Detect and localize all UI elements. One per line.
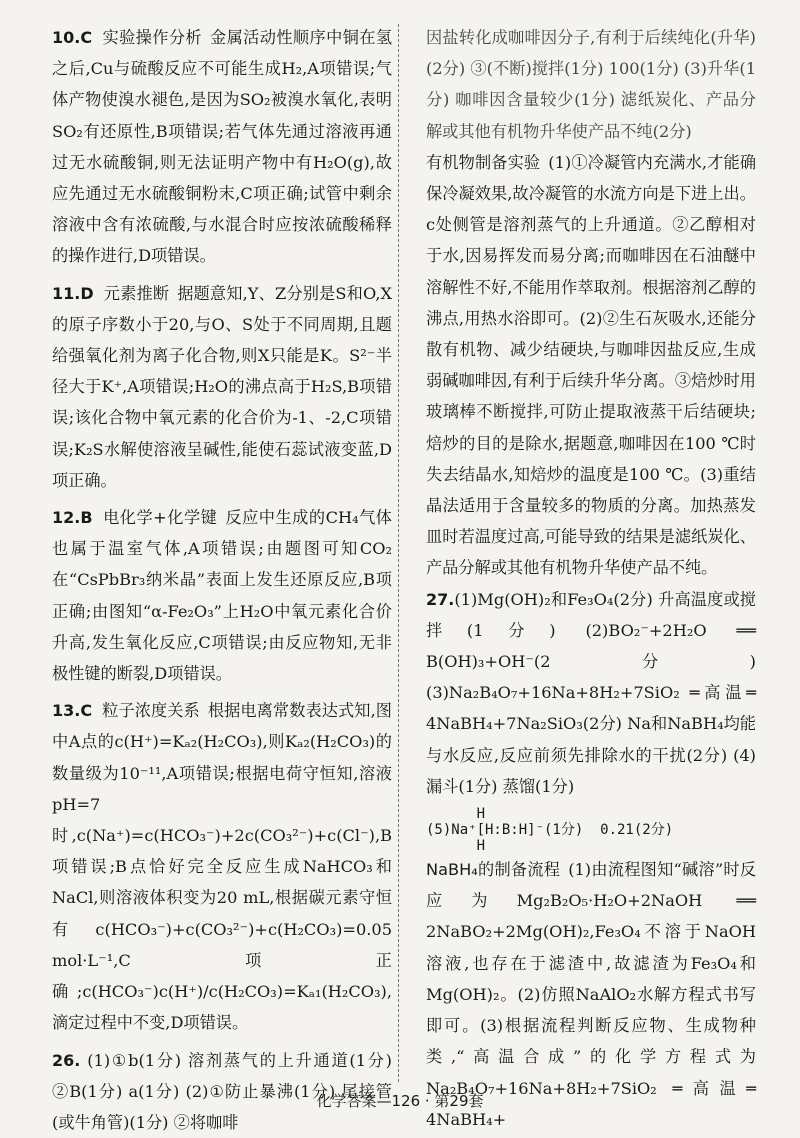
answer-letter: D — [80, 284, 93, 303]
answer-text: (1)Mg(OH)₂和Fe₃O₄(2分) 升高温度或搅拌(1分) (2)BO₂⁻+2H₂O ══ B(OH)₃+OH⁻(2分) (3)Na₂B₄O₇+16Na+8H₂+7SiO₂ ═高温═ 4NaBH₄+7Na₂SiO₃(2分) Na和NaBH₄均能与水反应,反应前须先排除水的干扰(2分) (4)漏斗(1分) 蒸馏(1分) — [426, 590, 756, 796]
question-number: 13. — [52, 701, 80, 720]
lewis-structure-nabh4: H (5)Na⁺[H:B:H]⁻(1分) 0.21(2分) H — [426, 806, 756, 854]
explanation-text: 反应中生成的CH₄气体也属于温室气体,A项错误;由题图可知CO₂在“CsPbBr₃纳米晶”表面上发生还原反应,B项正确;由图知“α-Fe₂O₃”上H₂O中氧元素化合价升高,发生氧化反应,C项错误;由反应物知,无非极性键的断裂,D项错误。 — [52, 508, 392, 683]
topic-label: 元素推断 — [104, 284, 170, 303]
explanation-text: (1)由流程图知“碱溶”时反应为Mg₂B₂O₅·H₂O+2NaOH ══ 2NaBO₂+2Mg(OH)₂,Fe₃O₄不溶于NaOH溶液,也存在于滤渣中,故滤渣为Fe₃O₄和Mg(OH)₂。(2)仿照NaAlO₂水解方程式书写即可。(3)根据流程判断反应物、生成物种类,“高温合成”的化学方程式为Na₂B₄O₇+16Na+8H₂+7SiO₂ ═高温═ 4NaBH₄+ — [426, 860, 756, 1129]
answer-q13 — [52, 695, 392, 1038]
left-column — [52, 22, 392, 1138]
explanation-q26 — [426, 147, 756, 584]
question-number: 26. — [52, 1051, 80, 1070]
answer-letter: C — [80, 28, 92, 47]
topic-label: NaBH₄的制备流程 — [426, 860, 560, 879]
answer-q12 — [52, 502, 392, 689]
answer-letter: C — [80, 701, 92, 720]
explanation-text: (1)①冷凝管内充满水,才能确保冷凝效果,故冷凝管的水流方向是下进上出。c处侧管是溶剂蒸气的上升通道。②乙醇相对于水,因易挥发而易分离;而咖啡因在石油醚中溶解性不好,不能用作萃取剂。根据溶剂乙醇的沸点,用热水浴即可。(2)②生石灰吸水,还能分散有机物、减少结硬块,与咖啡因盐反应,生成弱碱咖啡因,有利于后续升华分离。③焙炒时用玻璃棒不断搅拌,可防止提取液蒸干后结硬块;焙炒的目的是除水,据题意,咖啡因在100 ℃时失去结晶水,知焙炒的温度是100 ℃。(3)重结晶法适用于含量较多的物质的分离。加热蒸发皿时若温度过高,可能导致的结果是滤纸炭化、产品分解或其他有机物升华使产品不纯。 — [426, 153, 756, 578]
explanation-text: 根据电离常数表达式知,图中A点的c(H⁺)=Kₐ₂(H₂CO₃),则Kₐ₂(H₂CO₃)的数量级为10⁻¹¹,A项错误;根据电荷守恒知,溶液pH=7时,c(Na⁺)=c(HCO₃⁻)+2c(CO₃²⁻)+c(Cl⁻),B项错误;B点恰好完全反应生成NaHCO₃和NaCl,则溶液体积变为20 mL,根据碳元素守恒有c(HCO₃⁻)+c(CO₃²⁻)+c(H₂CO₃)=0.05 mol·L⁻¹,C项正确;c(HCO₃⁻)c(H⁺)/c(H₂CO₃)=Kₐ₁(H₂CO₃),滴定过程中不变,D项错误。 — [52, 701, 392, 1032]
topic-label: 实验操作分析 — [102, 28, 202, 47]
topic-label: 粒子浓度关系 — [102, 701, 200, 720]
topic-label: 有机物制备实验 — [426, 153, 540, 172]
explanation-text: 据题意知,Y、Z分别是S和O,X的原子序数小于20,与O、S处于不同周期,且题给强氧化剂为离子化合物,则X只能是K。S²⁻半径大于K⁺,A项错误;H₂O的沸点高于H₂S,B项错误;该化合物中氧元素的化合价为-1、-2,C项错误;K₂S水解使溶液呈碱性,能使石蕊试液变蓝,D项正确。 — [52, 284, 392, 490]
topic-label: 电化学+化学键 — [103, 508, 218, 527]
answer-letter: B — [80, 508, 92, 527]
question-number: 11. — [52, 284, 80, 303]
question-number: 27. — [426, 590, 454, 609]
answer-q10 — [52, 22, 392, 272]
question-number: 12. — [52, 508, 80, 527]
answer-q27 — [426, 584, 756, 802]
column-divider — [398, 24, 399, 1082]
right-column — [426, 22, 756, 1135]
page-footer: 化学答案—126 · 第29套 — [0, 1090, 800, 1111]
answer-q26-continued: 因盐转化成咖啡因分子,有利于后续纯化(升华)(2分) ③(不断)搅拌(1分) 100(1分) (3)升华(1分) 咖啡因含量较少(1分) 滤纸炭化、产品分解或其他有机物升华使产品不纯(2分) — [426, 22, 756, 147]
explanation-text: 金属活动性顺序中铜在氢之后,Cu与硫酸反应不可能生成H₂,A项错误;气体产物使溴水褪色,是因为SO₂被溴水氧化,表明SO₂有还原性,B项错误;若气体先通过溶液再通过无水硫酸铜,则无法证明产物中有H₂O(g),故应先通过无水硫酸铜粉末,C项正确;试管中剩余溶液中含有浓硫酸,与水混合时应按浓硫酸稀释的操作进行,D项错误。 — [52, 28, 392, 265]
question-number: 10. — [52, 28, 80, 47]
answer-text: (1)①b(1分) 溶剂蒸气的上升通道(1分) ②B(1分) a(1分) (2)①防止暴沸(1分) 尾接管(或牛角管)(1分) ②将咖啡 — [52, 1051, 392, 1132]
answer-q11 — [52, 278, 392, 496]
